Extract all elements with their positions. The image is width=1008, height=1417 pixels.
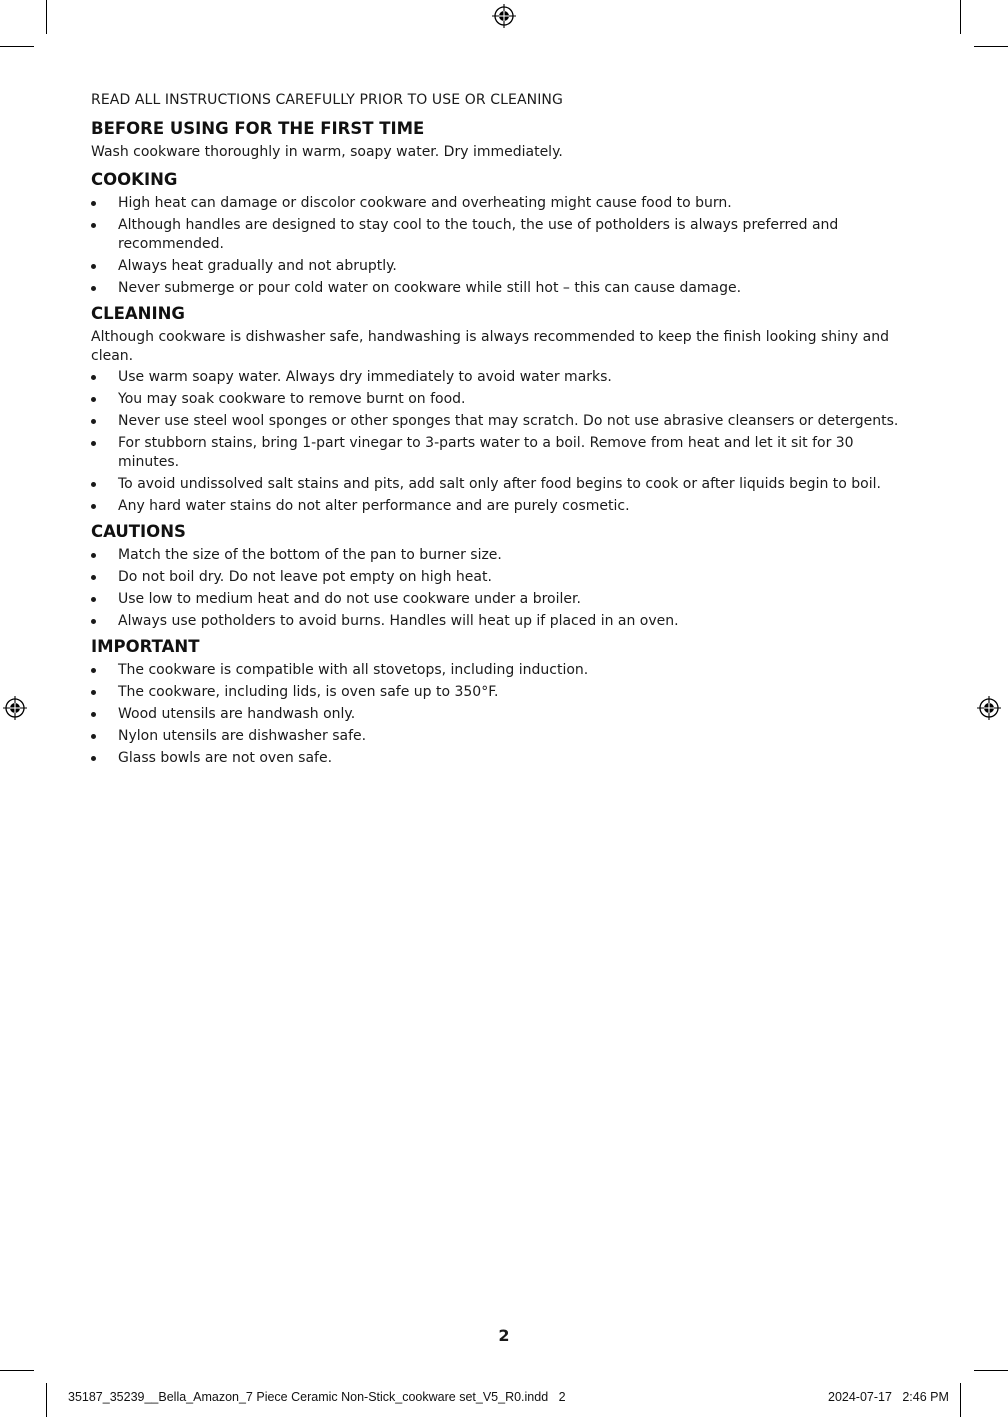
crop-mark — [0, 46, 34, 47]
bullet-icon — [91, 619, 96, 624]
crop-mark — [960, 0, 961, 34]
bullet-icon — [91, 504, 96, 509]
list-item-text: Wood utensils are handwash only. — [118, 706, 356, 722]
bullet-list — [91, 546, 911, 631]
section-heading: COOKING — [91, 170, 178, 189]
list-item — [91, 683, 911, 702]
section-heading: IMPORTANT — [91, 637, 200, 656]
list-item-text: Do not boil dry. Do not leave pot empty on high heat. — [118, 569, 492, 585]
bullet-icon — [91, 286, 96, 291]
list-item-text: Always use potholders to avoid burns. Handles will heat up if placed in an oven. — [118, 613, 679, 629]
list-item — [91, 612, 911, 631]
list-item — [91, 368, 911, 387]
slug-timestamp: 2024-07-17 2:46 PM — [828, 1390, 949, 1404]
bullet-icon — [91, 668, 96, 673]
bullet-icon — [91, 264, 96, 269]
list-item-text: Never use steel wool sponges or other sponges that may scratch. Do not use abrasive cleansers or detergents. — [118, 413, 899, 429]
bullet-icon — [91, 690, 96, 695]
list-item-text: Although handles are designed to stay cool to the touch, the use of potholders is always preferred and recommended. — [118, 217, 839, 252]
list-item-text: To avoid undissolved salt stains and pits, add salt only after food begins to cook or after liquids begin to boil. — [118, 476, 881, 492]
list-item-text: Never submerge or pour cold water on cookware while still hot – this can cause damage. — [118, 280, 742, 296]
list-item — [91, 749, 911, 768]
intro-line: READ ALL INSTRUCTIONS CAREFULLY PRIOR TO USE OR CLEANING — [91, 92, 563, 108]
section-cooking — [91, 169, 911, 298]
slug-file-name: 35187_35239__Bella_Amazon_7 Piece Ceramic Non-Stick_cookware set_V5_R0.indd 2 — [68, 1390, 566, 1404]
bullet-icon — [91, 441, 96, 446]
section-text: Although cookware is dishwasher safe, handwashing is always recommended to keep the finish looking shiny and clean. — [91, 329, 889, 364]
list-item — [91, 434, 911, 472]
bullet-list — [91, 194, 911, 298]
section-heading: CLEANING — [91, 304, 185, 323]
bullet-icon — [91, 223, 96, 228]
list-item — [91, 705, 911, 724]
section-important — [91, 636, 911, 768]
list-item-text: Use warm soapy water. Always dry immediately to avoid water marks. — [118, 369, 612, 385]
list-item-text: You may soak cookware to remove burnt on food. — [118, 391, 466, 407]
list-item-text: For stubborn stains, bring 1-part vinegar to 3-parts water to a boil. Remove from heat and let it sit for 30 minutes. — [118, 435, 854, 470]
section-heading: BEFORE USING FOR THE FIRST TIME — [91, 119, 425, 138]
list-item — [91, 279, 911, 298]
list-item — [91, 216, 911, 254]
section-heading: CAUTIONS — [91, 522, 186, 541]
list-item — [91, 568, 911, 587]
registration-mark-icon — [977, 696, 1001, 720]
section-cautions — [91, 521, 911, 631]
crop-mark — [974, 1370, 1008, 1371]
registration-mark-icon — [3, 696, 27, 720]
bullet-icon — [91, 397, 96, 402]
bullet-icon — [91, 734, 96, 739]
list-item — [91, 390, 911, 409]
crop-mark — [960, 1383, 961, 1417]
list-item-text: Always heat gradually and not abruptly. — [118, 258, 397, 274]
list-item — [91, 412, 911, 431]
instructions-content — [91, 90, 911, 773]
bullet-icon — [91, 712, 96, 717]
bullet-icon — [91, 597, 96, 602]
list-item — [91, 546, 911, 565]
section-text: Wash cookware thoroughly in warm, soapy water. Dry immediately. — [91, 144, 563, 160]
list-item — [91, 257, 911, 276]
list-item — [91, 590, 911, 609]
bullet-icon — [91, 756, 96, 761]
bullet-list — [91, 368, 911, 516]
list-item — [91, 661, 911, 680]
list-item — [91, 497, 911, 516]
list-item-text: High heat can damage or discolor cookware and overheating might cause food to burn. — [118, 195, 732, 211]
list-item-text: Match the size of the bottom of the pan to burner size. — [118, 547, 502, 563]
bullet-icon — [91, 375, 96, 380]
list-item-text: Use low to medium heat and do not use cookware under a broiler. — [118, 591, 581, 607]
bullet-icon — [91, 553, 96, 558]
registration-mark-icon — [492, 4, 516, 28]
crop-mark — [974, 46, 1008, 47]
list-item-text: Nylon utensils are dishwasher safe. — [118, 728, 367, 744]
section-cleaning — [91, 303, 911, 516]
bullet-icon — [91, 575, 96, 580]
crop-mark — [46, 0, 47, 34]
bullet-list — [91, 661, 911, 768]
bullet-icon — [91, 482, 96, 487]
list-item — [91, 194, 911, 213]
section-first-time — [91, 118, 911, 162]
bullet-icon — [91, 201, 96, 206]
list-item — [91, 727, 911, 746]
page-number: 2 — [498, 1326, 510, 1345]
list-item — [91, 475, 911, 494]
list-item-text: The cookware is compatible with all stovetops, including induction. — [118, 662, 589, 678]
crop-mark — [0, 1370, 34, 1371]
crop-mark — [46, 1383, 47, 1417]
list-item-text: Glass bowls are not oven safe. — [118, 750, 333, 766]
list-item-text: Any hard water stains do not alter performance and are purely cosmetic. — [118, 498, 630, 514]
list-item-text: The cookware, including lids, is oven safe up to 350°F. — [118, 684, 499, 700]
bullet-icon — [91, 419, 96, 424]
